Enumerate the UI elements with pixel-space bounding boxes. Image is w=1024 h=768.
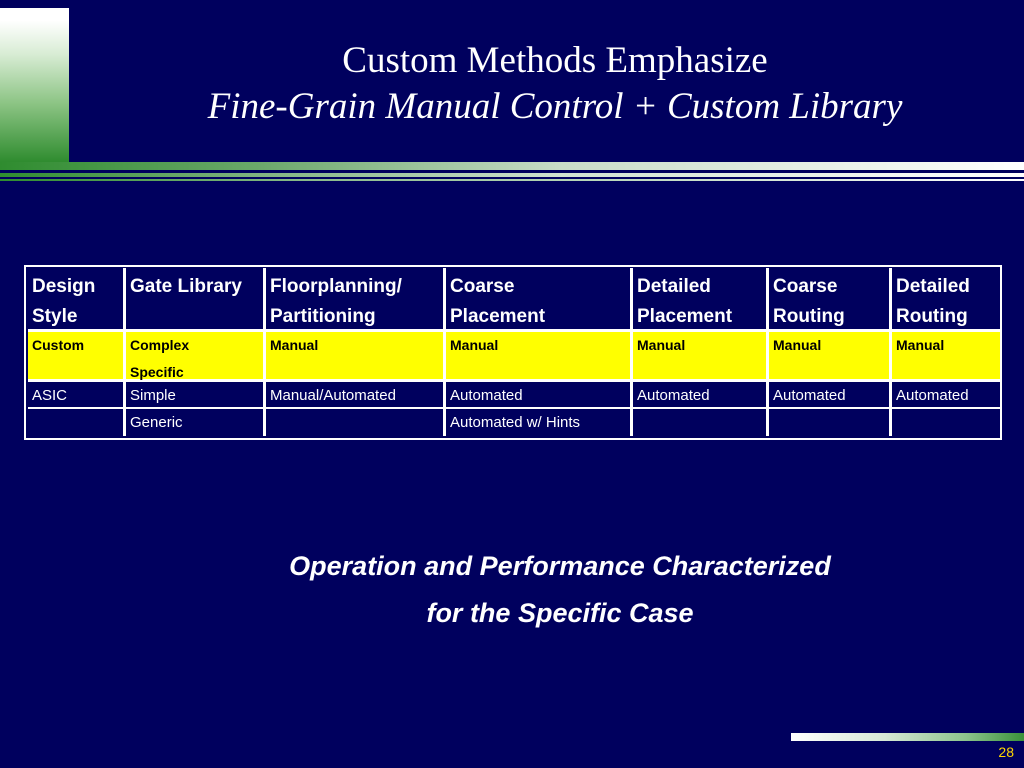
header-text: Placement	[450, 306, 546, 327]
table-cell	[633, 409, 769, 436]
table-cell: Generic	[126, 409, 266, 436]
table-cell	[892, 332, 1000, 382]
highlight-row	[28, 332, 1000, 382]
subtitle-line-2: for the Specific Case	[426, 598, 694, 628]
header-text: Coarse	[450, 276, 515, 297]
slide-subtitle	[160, 543, 960, 637]
table-cell: Simple	[126, 382, 266, 409]
header-text: Routing	[896, 306, 968, 327]
table-cell: Manual/Automated	[266, 382, 446, 409]
table-cell: ASIC	[28, 382, 126, 409]
table-cell: Automated	[446, 382, 633, 409]
cell-text: Manual	[270, 337, 319, 353]
header-text: Coarse	[773, 276, 838, 297]
page-number: 28	[998, 744, 1014, 760]
table-cell	[266, 332, 446, 382]
table-cell: Automated w/ Hints	[446, 409, 633, 436]
title-line-2: Fine-Grain Manual Control + Custom Library	[207, 86, 903, 127]
title-line-1: Custom Methods Emphasize	[342, 40, 768, 81]
header-text: Floorplanning/	[270, 276, 402, 297]
table-cell	[892, 409, 1000, 436]
cell-text: Manual	[637, 337, 686, 353]
divider-bar	[0, 162, 1024, 170]
header-cell	[446, 268, 633, 332]
header-cell	[126, 268, 266, 332]
header-text: Design	[32, 276, 96, 297]
header-text: Gate Library	[130, 276, 242, 297]
cell-text: Manual	[450, 337, 499, 353]
divider-bar	[0, 173, 1024, 177]
table-cell: Automated	[769, 382, 892, 409]
table-row	[28, 409, 1000, 436]
comparison-table	[24, 265, 1002, 440]
corner-decoration	[0, 8, 69, 162]
header-text: Partitioning	[270, 306, 376, 327]
table-cell	[633, 332, 769, 382]
divider-bar	[0, 179, 1024, 181]
table-cell	[28, 409, 126, 436]
header-text: Routing	[773, 306, 845, 327]
table-row	[28, 382, 1000, 409]
slide-title	[120, 38, 990, 130]
footer-bar	[791, 733, 1024, 741]
header-text: Placement	[637, 306, 733, 327]
table-cell: Automated	[633, 382, 769, 409]
cell-text: Custom	[32, 337, 85, 353]
subtitle-line-1: Operation and Performance Characterized	[289, 551, 831, 581]
table-cell	[28, 332, 126, 382]
header-text: Style	[32, 306, 78, 327]
header-text: Detailed	[637, 276, 711, 297]
table-grid	[28, 268, 1000, 436]
table-header-row	[28, 268, 1000, 332]
table-cell	[769, 332, 892, 382]
table-cell	[446, 332, 633, 382]
cell-text: Manual	[773, 337, 822, 353]
cell-text: Complex	[130, 337, 190, 353]
table-cell	[126, 332, 266, 382]
cell-text: Manual	[896, 337, 945, 353]
header-cell	[892, 268, 1000, 332]
header-cell	[769, 268, 892, 332]
header-cell	[633, 268, 769, 332]
cell-text: Specific	[130, 364, 184, 380]
table-cell	[769, 409, 892, 436]
table-cell	[266, 409, 446, 436]
header-cell	[28, 268, 126, 332]
header-cell	[266, 268, 446, 332]
header-text: Detailed	[896, 276, 970, 297]
table-cell: Automated	[892, 382, 1000, 409]
